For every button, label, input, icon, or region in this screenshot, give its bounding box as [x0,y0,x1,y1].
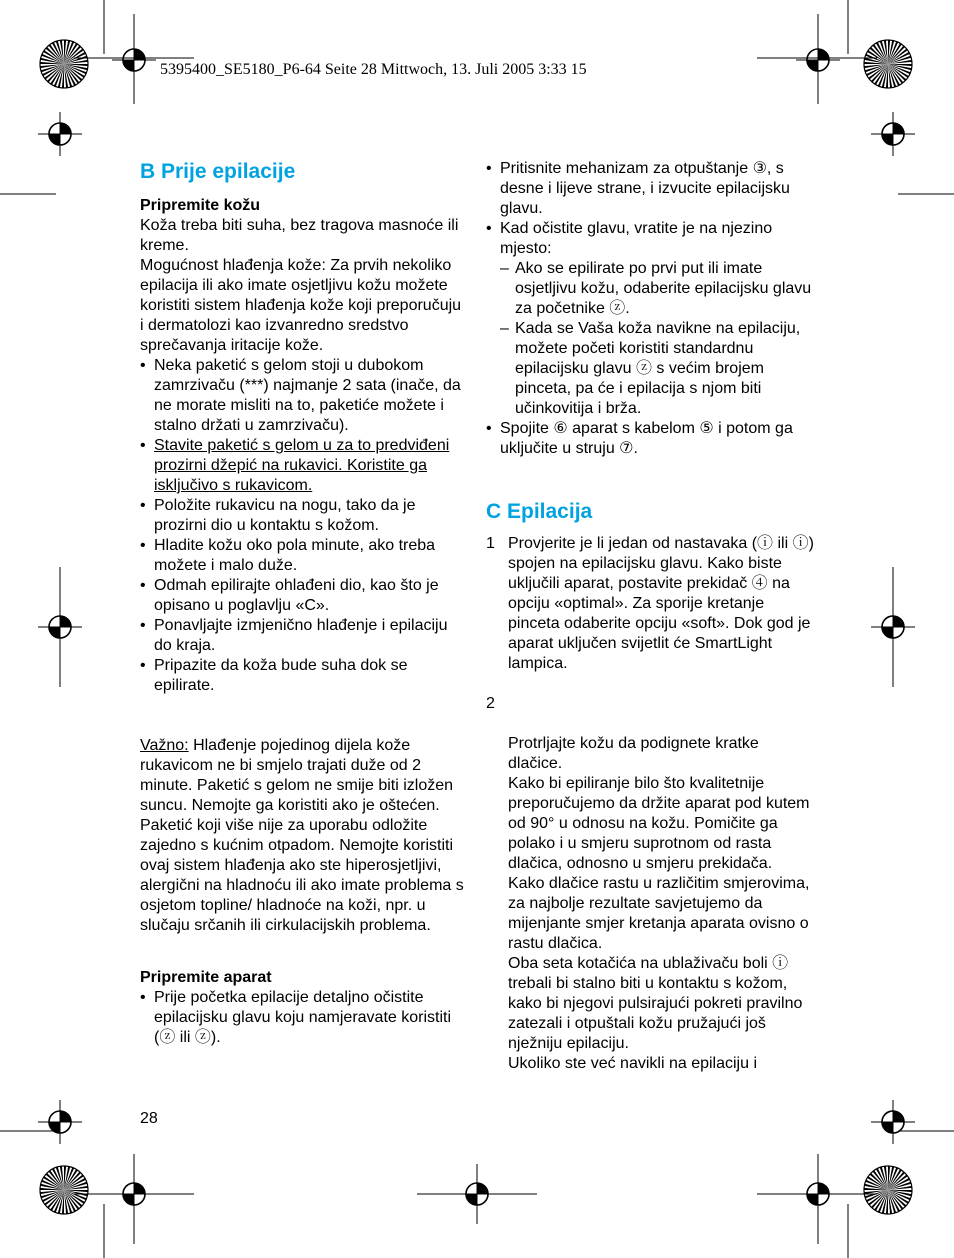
page-number: 28 [140,1110,158,1127]
cooling-bullet-2 [140,436,466,496]
dash-text: Ako se epilirate po prvi put ili imate osjetljivu kožu, odaberite epilacijsku glavu za početnike ⓩ. [515,260,812,317]
dash-marker: – [500,260,509,277]
bullet-text: Pritisnite mehanizam za otpuštanje ③, s desne i lijeve strane, i izvucite epilacijsku glavu. [500,160,790,217]
section-title-b: B Prije epilacije [140,160,296,183]
cooling-intro-paragraph: Mogućnost hlađenja kože: Za prvih nekoliko epilacija ili ako imate osjetljivu kožu možete koristiti sistem hlađenja kože koji preporučuju i dermatolozi kao izvanredno sredstvo sprečavanja iritacije kože. [140,257,462,354]
important-text: Hlađenje pojedinog dijela kože rukavicom ne bi smjelo trajati duže od 2 minute. Paketić s gelom ne smije biti izložen suncu. Nemojte ga koristiti ako je oštećen. Paketić koji više nije za uporabu odložite zajedno s kućnim otpadom. Nemojte koristiti ovaj sistem hlađenja ako ste hiperosjetljivi, alergični na hladnoću ili ako imate problema s osjetom topline/ hladnoće na koži, npr. u slučaju srčanih ili cirkulacijskih problema. [140,737,464,934]
bullet-marker: • [140,537,146,554]
step-text: Protrljajte kožu da podignete kratke dlačice. Kako bi epiliranje bilo što kvalitetnije preporučujemo da držite aparat pod kutem od 90° u odnosu na kožu. Pomičite ga polako i u smjeru suprotnom od rasta dlačica, odnosno u smjeru prekidača. Kako dlačice rastu u različitim smjerovima, za najbolje rezultate savjetujemo da mijenjante smjer kretanja aparata ovisno o rastu dlačica. Oba seta kotačića na ublaživaču boli ⓘ trebali bi stalno biti u kontaktu s kožom, kako bi njegovi pulsirajući pokreti pravilno zatezali i otpuštali kožu pružajući još nježniju epilaciju. Ukoliko ste već navikli na epilaciju i [508,735,810,1072]
dash-item-standard-head [486,319,816,419]
prepare-device-heading: Pripremite aparat [140,969,272,986]
bullet-marker: • [486,220,492,237]
bullet-marker: • [140,437,146,454]
bullet-text: Pripazite da koža bude suha dok se epilirate. [154,657,408,694]
reinsert-bullet [486,219,816,259]
left-column [140,159,466,1048]
cooling-bullet-4 [140,536,466,576]
step-number: 2 [486,695,495,712]
important-label: Važno: [140,737,189,754]
step-number: 1 [486,535,495,552]
step-2 [486,694,816,1074]
dash-marker: – [500,320,509,337]
bullet-text: Položite rukavicu na nogu, tako da je prozirni dio u kontaktu s kožom. [154,497,416,534]
bullet-text: Ponavljajte izmjenično hlađenje i epilaciju do kraja. [154,617,448,654]
cooling-bullet-1 [140,356,466,436]
bullet-marker: • [140,357,146,374]
dash-item-beginner-head [486,259,816,319]
bullet-marker: • [140,617,146,634]
release-bullet [486,159,816,219]
bullet-text: Kad očistite glavu, vratite je na njezino mjesto: [500,220,773,257]
step-1 [486,534,816,674]
skin-intro-paragraph: Koža treba biti suha, bez tragova masnoće ili kreme. [140,217,459,254]
bullet-marker: • [140,989,146,1006]
bullet-text: Stavite paketić s gelom u za to predviđeni prozirni džepić na rukavici. Koristite ga isključivo s rukavicom. [154,437,450,494]
cooling-bullet-3 [140,496,466,536]
bullet-text: Prije početka epilacije detaljno očistite epilacijsku glavu koju namjeravate koristiti (ⓩ ili ⓩ). [154,989,452,1046]
section-title-c: C Epilacija [486,500,593,523]
bullet-text: Neka paketić s gelom stoji u dubokom zamrzivaču (***) najmanje 2 sata (inače, da ne morate misliti na to, paketiće možete i stalno držati u zamrzivaču). [154,357,461,434]
dash-text: Kada se Vaša koža navikne na epilaciju, možete početi koristiti standardnu epilacijsku glavu ⓩ s većim brojem pinceta, pa će i epilacija s njom biti učinkovitija i brža. [515,320,801,417]
device-bullet-1 [140,988,466,1048]
step-text: Provjerite je li jedan od nastavaka (ⓘ ili ⓘ) spojen na epilacijsku glavu. Kako biste uključili aparat, postavite prekidač ④ na opciju «optimal». Za sporije kretanje pinceta odaberite opciju «soft». Dok god je aparat uključen svijetlit će SmartLight lampica. [508,535,814,672]
bullet-marker: • [486,420,492,437]
bullet-marker: • [140,577,146,594]
bullet-text: Spojite ⑥ aparat s kabelom ⑤ i potom ga uključite u struju ⑦. [500,420,793,457]
bullet-marker: • [140,497,146,514]
right-column [486,159,816,1074]
cooling-bullet-6 [140,616,466,656]
connect-bullet [486,419,816,459]
cooling-bullet-7 [140,656,466,696]
bullet-marker: • [486,160,492,177]
important-note [140,736,466,936]
prepare-skin-heading: Pripremite kožu [140,197,261,214]
bullet-marker: • [140,657,146,674]
cooling-bullet-5 [140,576,466,616]
bullet-text: Odmah epilirajte ohlađeni dio, kao što je opisano u poglavlju «C». [154,577,439,614]
bullet-text: Hladite kožu oko pola minute, ako treba možete i malo duže. [154,537,436,574]
print-slug-line: 5395400_SE5180_P6-64 Seite 28 Mittwoch, 13. Juli 2005 3:33 15 [160,61,587,78]
